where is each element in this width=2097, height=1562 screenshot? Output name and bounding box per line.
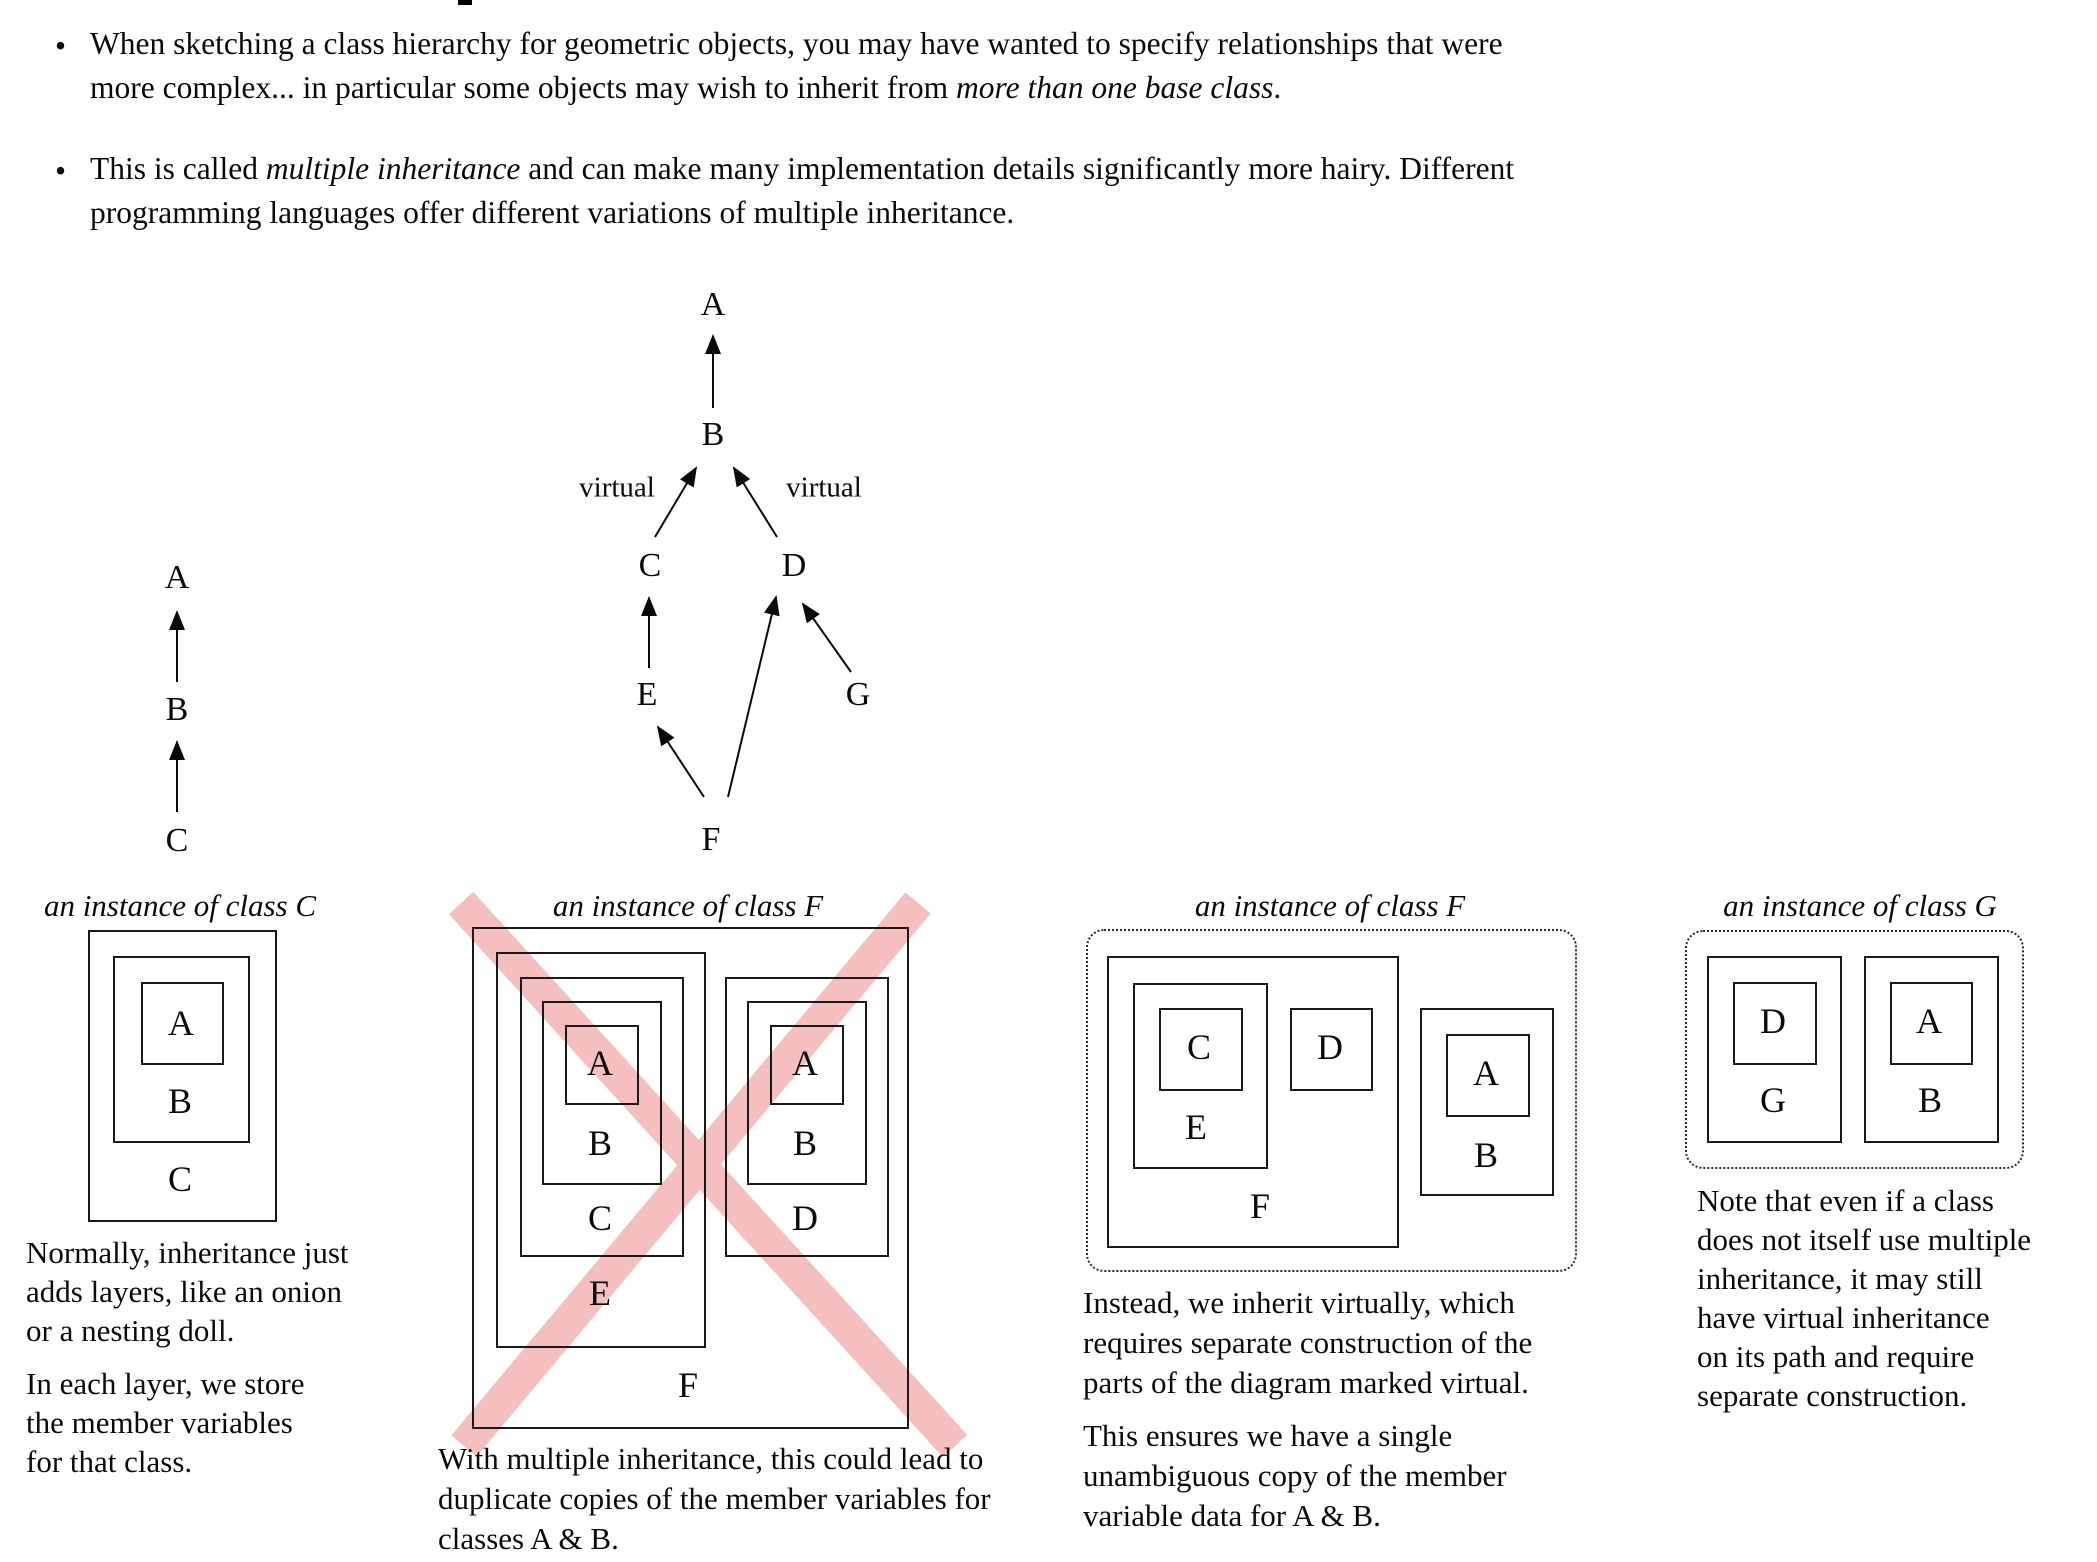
instance-c-caption-1: Normally, inheritance just adds layers, like an onion or a nesting doll. <box>26 1235 349 1348</box>
hierarchy-node-b: B <box>701 416 725 453</box>
arrow-f-to-d <box>728 597 776 797</box>
instance-c-title: an instance of class C <box>43 888 317 923</box>
hierarchy-node-c: C <box>638 547 662 584</box>
instance-f-bad-label-b-right: B <box>792 1123 818 1163</box>
chain-node-a: A <box>164 559 190 596</box>
instance-f-bad-label-a-right: A <box>792 1043 818 1083</box>
instance-f-good-label-e: E <box>1185 1107 1207 1147</box>
instance-f-bad-label-b-left: B <box>587 1123 613 1163</box>
instance-f-bad-caption: With multiple inheritance, this could lead to duplicate copies of the member variables for classes A & B. <box>438 1441 991 1556</box>
instance-f-good-caption-2: This ensures we have a single unambiguous copy of the member variable data for A & B. <box>1083 1418 1507 1533</box>
instance-g-label-g: G <box>1760 1080 1786 1120</box>
hierarchy-node-g: G <box>845 676 871 713</box>
instance-f-good-label-c: C <box>1186 1027 1212 1067</box>
instance-c-label-a: A <box>168 1003 194 1043</box>
bullet-marker: • <box>55 153 67 188</box>
bullet-1-line-2: more complex... in particular some objects may wish to inherit from more than one base class. <box>90 70 1282 105</box>
hierarchy-node-a: A <box>700 286 726 323</box>
instance-g-label-a: A <box>1916 1001 1942 1041</box>
chain-node-b: B <box>165 691 189 728</box>
instance-f-good-label-f: F <box>1249 1186 1271 1226</box>
instance-f-bad-title: an instance of class F <box>552 888 824 923</box>
virtual-label-left: virtual <box>579 471 655 504</box>
bullet-1-line-1: When sketching a class hierarchy for geometric objects, you may have wanted to specify relationships that were <box>90 26 1503 61</box>
instance-g-label-d: D <box>1760 1001 1786 1041</box>
bullet-2-line-1: This is called multiple inheritance and can make many implementation details significantly more hairy. Different <box>90 151 1515 186</box>
bullet-marker: • <box>55 28 67 63</box>
instance-f-good-label-d: D <box>1317 1027 1343 1067</box>
instance-f-good-title: an instance of class F <box>1194 888 1466 923</box>
bullet-2-line-2: programming languages offer different variations of multiple inheritance. <box>90 195 1015 230</box>
instance-f-bad-label-a-left: A <box>587 1043 613 1083</box>
instance-g-label-b: B <box>1917 1080 1943 1120</box>
arrow-f-to-e <box>658 727 704 797</box>
arrow-c-to-b-virtual <box>655 468 696 537</box>
instance-f-bad-label-f: F <box>677 1365 699 1405</box>
instance-c-caption-2: In each layer, we store the member variables for that class. <box>26 1366 305 1479</box>
hierarchy-node-e: E <box>636 676 658 713</box>
instance-f-good-caption-1: Instead, we inherit virtually, which requires separate construction of the parts of the diagram marked virtual. <box>1083 1285 1533 1400</box>
instance-c-label-c: C <box>167 1159 193 1199</box>
instance-g-caption: Note that even if a class does not itself use multiple inheritance, it may still have virtual inheritance on its path and require separate construction. <box>1697 1183 2032 1413</box>
chain-node-c: C <box>165 822 189 859</box>
instance-c-label-b: B <box>167 1081 193 1121</box>
instance-f-good-label-b: B <box>1473 1135 1499 1175</box>
arrow-g-to-d <box>803 604 851 672</box>
instance-f-bad-label-e: E <box>589 1273 611 1313</box>
virtual-label-right: virtual <box>786 471 862 504</box>
instance-g-title: an instance of class G <box>1723 888 1997 923</box>
instance-f-bad-label-d: D <box>792 1198 818 1238</box>
instance-f-good-label-a: A <box>1473 1053 1499 1093</box>
arrow-d-to-b-virtual <box>734 468 777 537</box>
hierarchy-node-f: F <box>701 821 721 858</box>
instance-f-bad-label-c: C <box>587 1198 613 1238</box>
hierarchy-node-d: D <box>781 547 807 584</box>
